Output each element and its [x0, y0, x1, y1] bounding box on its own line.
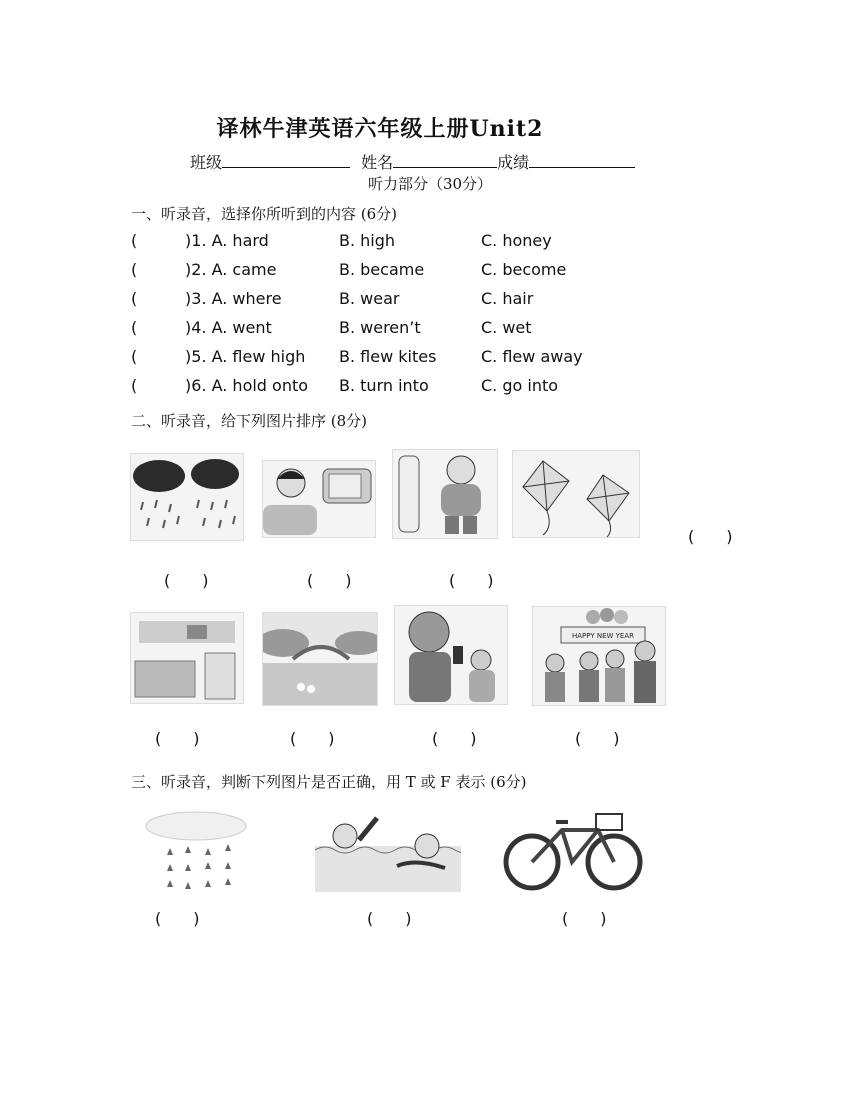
kitchen-icon — [131, 613, 243, 703]
answer-paren[interactable]: ( — [131, 231, 138, 250]
score-label: 成绩 — [497, 153, 530, 172]
option-num: )4. A. went — [185, 318, 272, 337]
answer-paren[interactable]: ( — [131, 347, 138, 366]
option-c: C. hair — [481, 289, 534, 308]
name-field[interactable] — [393, 152, 497, 168]
answer-paren[interactable]: ( — [131, 376, 138, 395]
kitchen-picture — [130, 612, 244, 704]
score-field[interactable] — [529, 152, 635, 168]
answer-blank[interactable]: ( ) — [432, 729, 477, 748]
answer-blank[interactable]: ( ) — [688, 527, 733, 546]
rain-clouds-icon — [131, 454, 243, 540]
answer-blank[interactable]: ( ) — [307, 571, 352, 590]
party-icon — [533, 607, 665, 705]
man-phone-icon — [395, 606, 507, 704]
info-line — [190, 150, 635, 173]
question-row — [131, 376, 771, 400]
option-b: B. wear — [339, 289, 400, 308]
park-bridge-icon — [263, 613, 377, 705]
option-c: C. flew away — [481, 347, 583, 366]
option-num: )3. A. where — [185, 289, 282, 308]
answer-blank[interactable]: ( ) — [562, 909, 607, 928]
option-b: B. high — [339, 231, 396, 250]
kites-picture — [512, 450, 640, 538]
section1-heading: 一、听录音，选择你所听到的内容 (6分) — [131, 205, 398, 223]
answer-blank[interactable]: ( ) — [164, 571, 209, 590]
park-bridge-picture — [262, 612, 378, 706]
man-at-mirror-picture — [392, 449, 498, 539]
question-row — [131, 289, 771, 313]
class-field[interactable] — [222, 152, 350, 168]
boy-tv-icon — [263, 461, 375, 537]
option-b: B. turn into — [339, 376, 429, 395]
boy-watching-tv-picture — [262, 460, 376, 538]
section2-heading: 二、听录音，给下列图片排序 (8分) — [131, 412, 368, 430]
rain-clouds-picture — [130, 453, 244, 541]
listening-header: 听力部分（30分） — [367, 175, 493, 193]
bicycle-picture — [502, 806, 644, 894]
option-b: B. became — [339, 260, 425, 279]
happy-new-year-picture — [532, 606, 666, 706]
option-b: B. weren’t — [339, 318, 421, 337]
answer-paren[interactable]: ( — [131, 289, 138, 308]
option-num: )6. A. hold onto — [185, 376, 309, 395]
answer-paren[interactable]: ( — [131, 318, 138, 337]
rain-icon — [140, 806, 252, 894]
option-num: )1. A. hard — [185, 231, 269, 250]
question-row — [131, 231, 771, 255]
name-label: 姓名 — [361, 153, 394, 172]
answer-blank[interactable]: ( ) — [575, 729, 620, 748]
answer-paren[interactable]: ( — [131, 260, 138, 279]
answer-blank[interactable]: ( ) — [155, 909, 200, 928]
option-c: C. become — [481, 260, 567, 279]
answer-blank[interactable]: ( ) — [155, 729, 200, 748]
option-num: )5. A. flew high — [185, 347, 306, 366]
bicycle-icon — [502, 806, 644, 894]
option-num: )2. A. came — [185, 260, 277, 279]
option-c: C. wet — [481, 318, 532, 337]
option-b: B. flew kites — [339, 347, 437, 366]
question-row — [131, 318, 771, 342]
swimming-icon — [315, 806, 461, 892]
answer-blank[interactable]: ( ) — [449, 571, 494, 590]
section3-heading: 三、听录音，判断下列图片是否正确，用 T 或 F 表示 (6分) — [131, 773, 527, 791]
question-row — [131, 260, 771, 284]
man-on-phone-picture — [394, 605, 508, 705]
option-c: C. honey — [481, 231, 552, 250]
man-mirror-icon — [393, 450, 497, 538]
answer-blank[interactable]: ( ) — [290, 729, 335, 748]
class-label: 班级 — [190, 153, 223, 172]
page-title: 译林牛津英语六年级上册Unit2 — [216, 116, 544, 142]
question-row — [131, 347, 771, 371]
answer-blank[interactable]: ( ) — [367, 909, 412, 928]
kites-icon — [513, 451, 639, 537]
option-c: C. go into — [481, 376, 559, 395]
swimming-picture — [315, 806, 461, 892]
rain-picture — [140, 806, 252, 894]
banner-text: HAPPY NEW YEAR — [572, 632, 634, 640]
